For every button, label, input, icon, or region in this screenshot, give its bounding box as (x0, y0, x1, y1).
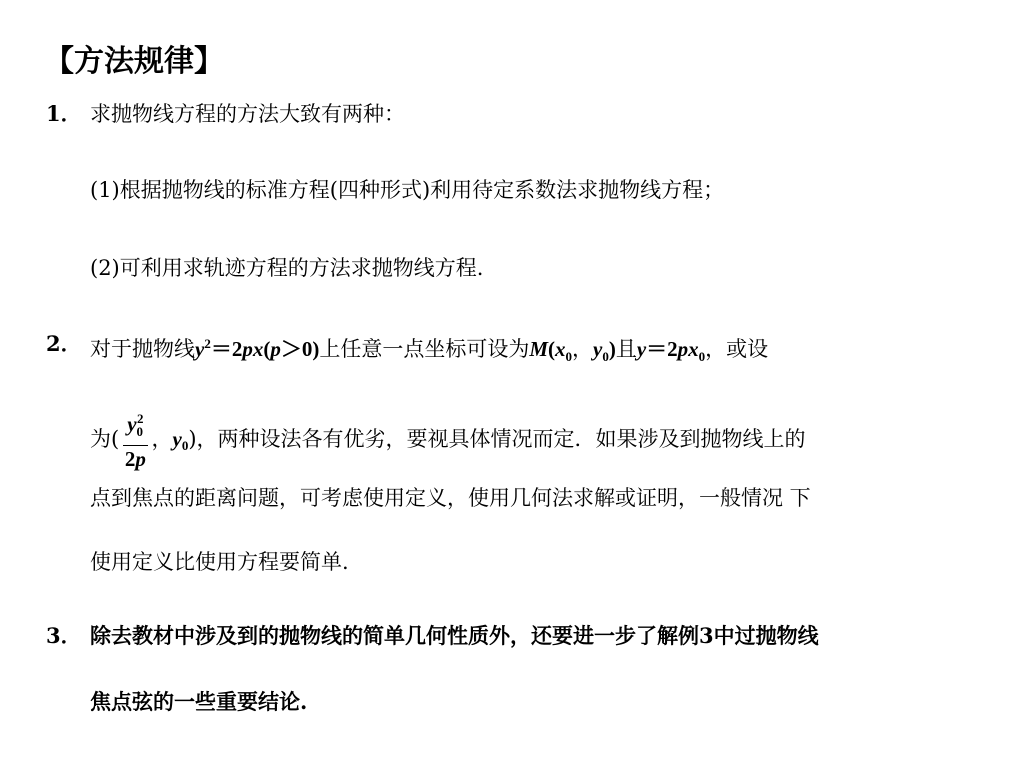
math-close: ) (608, 337, 616, 361)
item-2-text-b: 上任意一点坐标可设为 (319, 337, 530, 361)
item-3-number: 3． (46, 623, 82, 648)
item-2-text-c: 且 (615, 337, 637, 361)
math-paren: ( (263, 337, 271, 361)
frac-num-sub: 0 (136, 424, 144, 440)
math-sub-0c: 0 (698, 349, 706, 365)
math-comma: ， (572, 337, 594, 361)
math-px-2: px (677, 337, 699, 361)
item-1-method-1: (1)根据抛物线的标准方程(四种形式)利用待定系数法求抛物线方程； (90, 178, 725, 202)
frac-den-2: 2 (124, 447, 136, 472)
item-2-comma: ， (151, 427, 173, 452)
item-2-text-d: ，或设 (705, 337, 769, 361)
math-sub-0b: 0 (602, 349, 609, 365)
frac-den-p: p (135, 447, 146, 472)
math-x0: x (555, 337, 566, 361)
item-3-line-1: 除去教材中涉及到的抛物线的简单几何性质外，还要进一步了解例3中过抛物线 (90, 623, 819, 648)
math-sub-0: 0 (565, 349, 573, 365)
item-2-line-1 (90, 330, 768, 371)
frac-num-sup: 2 (137, 411, 144, 426)
frac-num-y: y (127, 412, 137, 436)
math-open: ( (548, 337, 556, 361)
math-sup-2: 2 (204, 336, 211, 351)
math-M: M (529, 337, 549, 361)
math-eq-2b: ＝2 (646, 337, 678, 361)
math-y: y (195, 337, 205, 361)
math-sub-0d: 0 (181, 437, 189, 453)
item-1-method-2: (2)可利用求轨迹方程的方法求抛物线方程. (90, 256, 484, 280)
math-p: p (270, 337, 281, 361)
item-2-line-2 (90, 406, 806, 472)
section-title: 【方法规律】 (44, 44, 224, 79)
item-3-line-2: 焦点弦的一些重要结论. (90, 689, 308, 714)
math-gt-0: ＞0) (280, 337, 320, 361)
item-2-number: 2． (46, 331, 82, 356)
item-1-heading: 求抛物线方程的方法大致有两种： (90, 102, 405, 126)
math-px: px (242, 337, 264, 361)
item-1-number: 1． (46, 101, 82, 126)
math-eq-2: ＝2 (210, 337, 243, 361)
item-2-line-4: 使用定义比使用方程要简单. (90, 550, 349, 574)
item-2-text-f: )，两种设法各有优劣，要视具体情况而定．如果涉及到抛物线上的 (188, 427, 806, 452)
math-y0-2: y (172, 427, 182, 452)
item-2-text-a: 对于抛物线 (90, 337, 195, 361)
math-y-2: y (636, 337, 647, 361)
item-2-text-e: 为( (90, 427, 120, 452)
fraction-y0sq-over-2p (123, 406, 147, 472)
math-y0: y (593, 337, 603, 361)
item-2-line-3: 点到焦点的距离问题，可考虑使用定义，使用几何法求解或证明，一般情况 下 (90, 486, 811, 510)
